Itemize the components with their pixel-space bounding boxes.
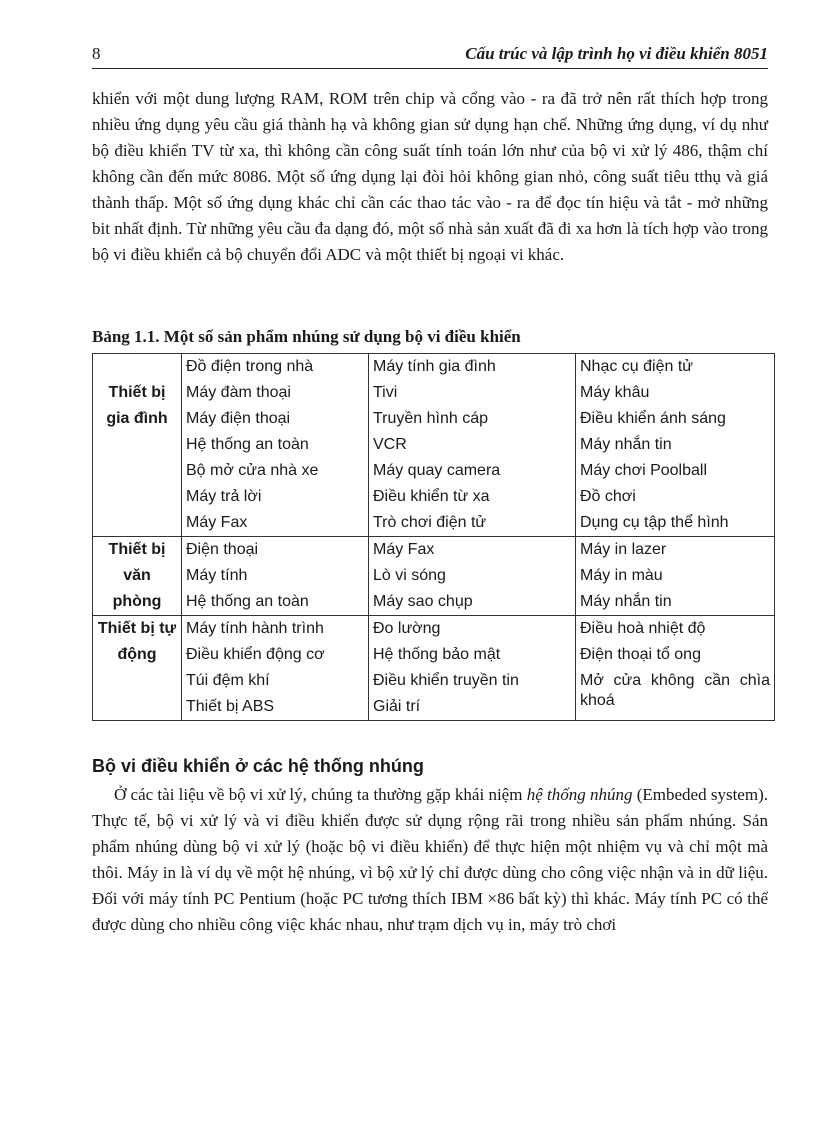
table-cell: Điều khiển ánh sáng [576,406,775,432]
table-cell: Điều hoà nhiệt độ [576,616,775,643]
table-row [93,458,775,484]
table-cell: Thiết bị ABS [182,694,369,721]
page-number: 8 [92,44,101,63]
body-text-before-term: Ở các tài liệu về bộ vi xử lý, chúng ta thường gặp khái niệm [114,785,527,804]
table-cell: Máy tính gia đình [369,354,576,381]
body-text-after-term: (Embeded system). Thực tế, bộ vi xử lý và vi điều khiển được sử dụng rộng rãi trong nhiều sản phẩm nhúng. Sản phẩm nhúng dùng bộ vi xử lý (hoặc bộ vi điều khiển) để thực hiện một nhiệm vụ và chỉ một mà thôi. Máy in là ví dụ về một hệ nhúng, vì bộ xử lý chỉ được dùng cho công việc nhận và in dữ liệu. Đối với máy tính PC Pentium (hoặc PC tương thích IBM ×86 bất kỳ) thì khác. Máy tính PC có thể được dùng cho nhiều công việc khác nhau, như trạm dịch vụ in, máy trò chơi [92,785,768,934]
table-cell: Trò chơi điện tử [369,510,576,537]
table-cell: Đo lường [369,616,576,643]
body-paragraph [92,782,768,938]
category-label: Thiết bị tự động [97,620,177,663]
table-cell: Tivi [369,380,576,406]
table-cell: Dụng cụ tập thể hình [576,510,775,537]
table-row [93,484,775,510]
table-row [93,563,775,589]
table-cell: Máy Fax [182,510,369,537]
table-row [93,537,775,564]
table-cell: Máy đàm thoại [182,380,369,406]
table-caption: Bảng 1.1. Một số sản phẩm nhúng sử dụng bộ vi điều khiển [92,327,521,346]
category-label: Thiết bị văn phòng [108,541,166,610]
table-cell: Điều khiển truyền tin [369,668,576,694]
table-cell: Máy trả lời [182,484,369,510]
table-cell: Máy tính hành trình [182,616,369,643]
embedded-products-table [92,353,775,721]
table-cell: Mở cửa không cần chìa khoá [576,668,775,721]
table-cell: Máy nhắn tin [576,589,775,616]
page-header [92,44,768,69]
category-cell [93,354,182,537]
table-cell: Hệ thống an toàn [182,432,369,458]
table-row [93,432,775,458]
table-cell: Máy nhắn tin [576,432,775,458]
category-cell [93,616,182,721]
table-cell: Truyền hình cáp [369,406,576,432]
table-cell: VCR [369,432,576,458]
table-row [93,589,775,616]
table-row [93,406,775,432]
section-heading: Bộ vi điều khiển ở các hệ thống nhúng [92,756,424,776]
table-row [93,668,775,694]
body-paragraph-block [92,782,768,938]
running-title: Cấu trúc và lập trình họ vi điều khiển 8051 [465,44,768,63]
category-cell [93,537,182,616]
table-cell: Đồ chơi [576,484,775,510]
table-cell: Điện thoại tổ ong [576,642,775,668]
table-cell: Máy Fax [369,537,576,564]
table-cell: Máy quay camera [369,458,576,484]
table-row [93,380,775,406]
table-cell: Máy tính [182,563,369,589]
table-cell: Đồ điện trong nhà [182,354,369,381]
table-cell: Máy in lazer [576,537,775,564]
table-cell: Nhạc cụ điện tử [576,354,775,381]
table-cell: Máy điện thoại [182,406,369,432]
intro-paragraph-block [92,86,768,268]
category-label: Thiết bị gia đình [106,384,168,427]
table-cell: Điều khiển từ xa [369,484,576,510]
table-cell: Giải trí [369,694,576,721]
key-term: hệ thống nhúng [526,785,633,804]
table-row [93,642,775,668]
table-cell: Túi đệm khí [182,668,369,694]
table-row [93,510,775,537]
table-cell: Lò vi sóng [369,563,576,589]
table-cell: Điện thoại [182,537,369,564]
table-cell: Máy khâu [576,380,775,406]
table-cell: Hệ thống bảo mật [369,642,576,668]
intro-paragraph: khiển với một dung lượng RAM, ROM trên chip và cổng vào - ra đã trở nên rất thích hợp trong nhiều ứng dụng yêu cầu giá thành hạ và không gian sử dụng hạn chế. Những ứng dụng, ví dụ như bộ điều khiển TV từ xa, thì không cần công suất tính toán lớn như của bộ vi xử lý 486, thậm chí không cần đến mức 8086. Một số ứng dụng lại đòi hỏi không gian nhỏ, công suất tiêu tthụ và giá thành thấp. Một số ứng dụng khác chỉ cần các thao tác vào - ra để đọc tín hiệu và tắt - mở những bit nhất định. Từ những yêu cầu đa dạng đó, một số nhà sản xuất đã đi xa hơn là tích hợp vào trong bộ vi điều khiển cả bộ chuyển đổi ADC và một thiết bị ngoại vi khác. [92,89,768,264]
table-row [93,354,775,381]
table-cell: Bộ mở cửa nhà xe [182,458,369,484]
table-cell: Máy sao chụp [369,589,576,616]
table-cell: Điều khiển động cơ [182,642,369,668]
table-cell: Máy chơi Poolball [576,458,775,484]
table-cell: Máy in màu [576,563,775,589]
table-row [93,616,775,643]
table-cell: Hệ thống an toàn [182,589,369,616]
